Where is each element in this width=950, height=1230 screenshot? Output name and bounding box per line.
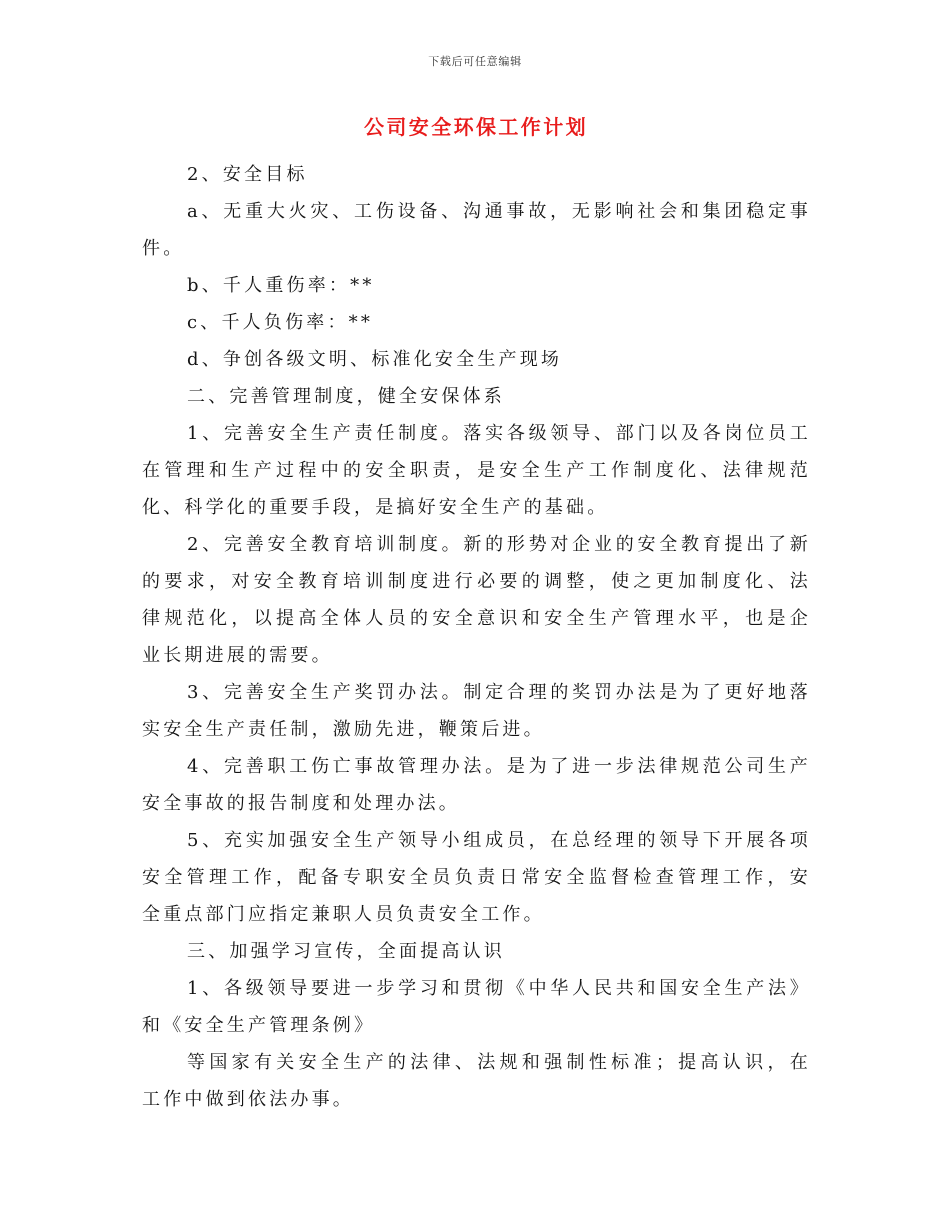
document-title: 公司安全环保工作计划: [364, 117, 588, 139]
paragraph-line: c、千人负伤率：**: [187, 312, 374, 333]
header-note: 下载后可任意编辑: [428, 55, 522, 68]
paragraph-line: 和《安全生产管理条例》: [142, 1015, 376, 1036]
paragraph-study-item-1: [142, 970, 811, 1044]
paragraph-line: 业长期进展的需要。: [142, 645, 333, 666]
paragraph-line: 的要求，对安全教育培训制度进行必要的调整，使之更加制度化、法: [142, 571, 811, 592]
paragraph-line: 3、完善安全生产奖罚办法。制定合理的奖罚办法是为了更好地落: [187, 682, 811, 703]
paragraph-safety-goals-heading: [142, 156, 811, 193]
section-heading-3: [142, 933, 811, 970]
paragraph-line: 三、加强学习宣传，全面提高认识: [187, 941, 505, 962]
paragraph-item-4: [142, 748, 811, 822]
paragraph-line: 在管理和生产过程中的安全职责，是安全生产工作制度化、法律规范: [142, 460, 811, 481]
paragraph-line: 4、完善职工伤亡事故管理办法。是为了进一步法律规范公司生产: [187, 756, 811, 777]
paragraph-study-continuation: [142, 1044, 811, 1118]
paragraph-goal-d: [142, 341, 811, 378]
section-heading-2: [142, 378, 811, 415]
paragraph-goal-c: [142, 304, 811, 341]
paragraph-item-1: [142, 415, 811, 526]
paragraph-item-5: [142, 822, 811, 933]
paragraph-item-2: [142, 526, 811, 674]
paragraph-line: b、千人重伤率：**: [187, 275, 375, 296]
paragraph-goal-b: [142, 267, 811, 304]
paragraph-line: 安全事故的报告制度和处理办法。: [142, 793, 460, 814]
paragraph-line: 全重点部门应指定兼职人员负责安全工作。: [142, 904, 545, 925]
paragraph-item-3: [142, 674, 811, 748]
paragraph-line: 工作中做到依法办事。: [142, 1089, 354, 1110]
paragraph-line: 实安全生产责任制，激励先进，鞭策后进。: [142, 719, 545, 740]
paragraph-line: 律规范化，以提高全体人员的安全意识和安全生产管理水平，也是企: [142, 608, 811, 629]
paragraph-line: 5、充实加强安全生产领导小组成员，在总经理的领导下开展各项: [187, 830, 811, 851]
paragraph-line: 1、完善安全生产责任制度。落实各级领导、部门以及各岗位员工: [187, 423, 811, 444]
paragraph-line: 安全管理工作，配备专职安全员负责日常安全监督检查管理工作，安: [142, 867, 811, 888]
paragraph-line: 1、各级领导要进一步学习和贯彻《中华人民共和国安全生产法》: [187, 978, 811, 999]
paragraph-goal-a: [142, 193, 811, 267]
paragraph-line: 二、完善管理制度，健全安保体系: [187, 386, 505, 407]
paragraph-line: 2、安全目标: [187, 164, 308, 185]
paragraph-line: 件。: [142, 238, 185, 259]
paragraph-line: 2、完善安全教育培训制度。新的形势对企业的安全教育提出了新: [187, 534, 811, 555]
paragraph-line: d、争创各级文明、标准化安全生产现场: [187, 349, 563, 370]
paragraph-line: 等国家有关安全生产的法律、法规和强制性标准；提高认识，在: [187, 1052, 811, 1073]
paragraph-line: 化、科学化的重要手段，是搞好安全生产的基础。: [142, 497, 609, 518]
paragraph-line: a、无重大火灾、工伤设备、沟通事故，无影响社会和集团稳定事: [187, 201, 811, 222]
document-body: [142, 156, 811, 1118]
